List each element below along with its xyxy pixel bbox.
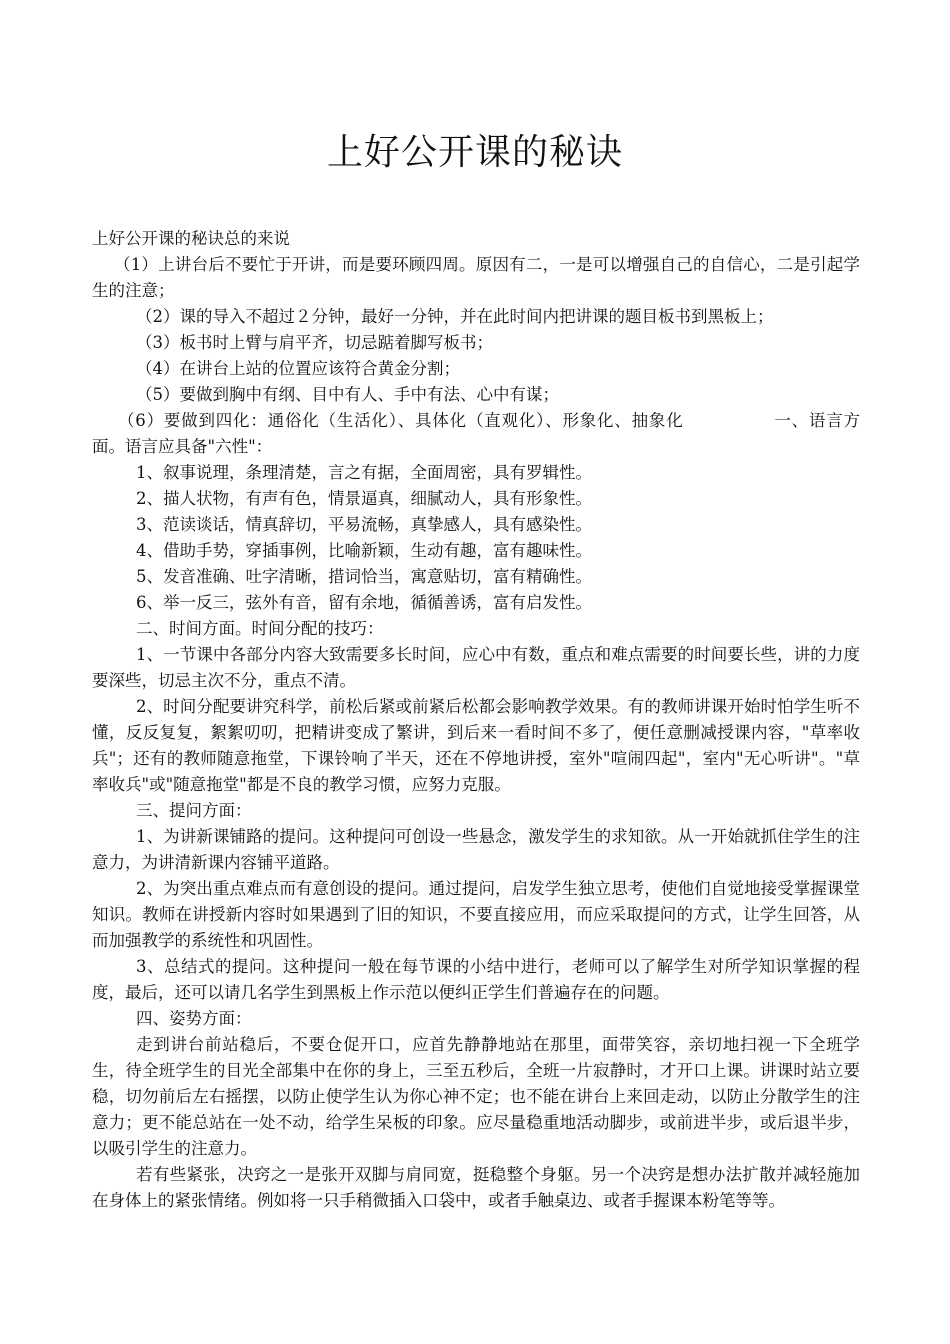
paragraph-language-1: 1、叙事说理，条理清楚，言之有据，全面周密，具有罗辑性。	[136, 463, 592, 482]
paragraph-question-1: 1、为讲新课铺路的提问。这种提问可创设一些悬念，激发学生的求知欲。从一开始就抓住学生的注意力，为讲清新课内容铺平道路。	[92, 827, 860, 872]
paragraph-language-4: 4、借助手势，穿插事例，比喻新颖，生动有趣，富有趣味性。	[136, 541, 592, 560]
section-question-heading: 三、提问方面：	[136, 801, 252, 820]
paragraph-tip-3: （3）板书时上臂与肩平齐，切忌踮着脚写板书；	[136, 333, 493, 352]
paragraph-posture-2: 若有些紧张，决窍之一是张开双脚与肩同宽，挺稳整个身躯。另一个决窍是想办法扩散并减轻施加在身体上的紧张情绪。例如将一只手稍微插入口袋中，或者手触桌边、或者手握课本粉笔等等。	[92, 1165, 860, 1210]
paragraph-posture-1: 走到讲台前站稳后，不要仓促开口，应首先静静地站在那里，面带笑容，亲切地扫视一下全班学生，待全班学生的目光全部集中在你的身上，三至五秒后，全班一片寂静时，才开口上课。讲课时站立要稳，切勿前后左右摇摆，以防止使学生认为你心神不定；也不能在讲台上来回走动，以防止分散学生的注意力；更不能总站在一处不动，给学生呆板的印象。应尽量稳重地活动脚步，或前进半步，或后退半步，以吸引学生的注意力。	[92, 1035, 860, 1158]
document-body	[92, 226, 860, 1214]
section-language-heading: 一、语言方面。语言应具备"六性"：	[92, 411, 861, 456]
paragraph-language-6: 6、举一反三，弦外有音，留有余地，循循善诱，富有启发性。	[136, 593, 592, 612]
paragraph-tip-5: （5）要做到胸中有纲、目中有人、手中有法、心中有谋；	[136, 385, 559, 404]
paragraph-tip-2: （2）课的导入不超过２分钟，最好一分钟，并在此时间内把讲课的题目板书到黑板上；	[136, 307, 774, 326]
paragraph-time-2: 2、时间分配要讲究科学，前松后紧或前紧后松都会影响教学效果。有的教师讲课开始时怕学生听不懂，反反复复，絮絮叨叨，把精讲变成了繁讲，到后来一看时间不多了，便任意删减授课内容，"草率收兵"；还有的教师随意拖堂，下课铃响了半天，还在不停地讲授，室外"喧闹四起"，室内"无心听讲"。"草率收兵"或"随意拖堂"都是不良的教学习惯，应努力克服。	[92, 697, 860, 794]
section-time-heading: 二、时间方面。时间分配的技巧：	[136, 619, 384, 638]
paragraph-tip-4: （4）在讲台上站的位置应该符合黄金分割；	[136, 359, 460, 378]
paragraph-time-1: 1、一节课中各部分内容大致需要多长时间，应心中有数，重点和难点需要的时间要长些，讲的力度要深些，切忌主次不分，重点不清。	[92, 645, 860, 690]
section-posture-heading: 四、姿势方面：	[136, 1009, 252, 1028]
paragraph-language-2: 2、描人状物，有声有色，情景逼真，细腻动人，具有形象性。	[136, 489, 592, 508]
paragraph-language-5: 5、发音准确、吐字清晰，措词恰当，寓意贴切，富有精确性。	[136, 567, 592, 586]
paragraph-tip-6	[92, 408, 860, 460]
paragraph-tip-1: （1）上讲台后不要忙于开讲，而是要环顾四周。原因有二，一是可以增强自己的自信心，二是引起学生的注意；	[92, 255, 860, 300]
paragraph-intro: 上好公开课的秘诀总的来说	[92, 229, 290, 248]
tip-6-text: （6）要做到四化：通俗化（生活化）、具体化（直观化）、形象化、抽象化	[118, 411, 684, 430]
paragraph-question-3: 3、总结式的提问。这种提问一般在每节课的小结中进行，老师可以了解学生对所学知识掌握的程度，最后，还可以请几名学生到黑板上作示范以便纠正学生们普遍存在的问题。	[92, 957, 860, 1002]
document-title: 上好公开课的秘诀	[326, 132, 623, 174]
paragraph-question-2: 2、为突出重点难点而有意创设的提问。通过提问，启发学生独立思考，使他们自觉地接受掌握课堂知识。教师在讲授新内容时如果遇到了旧的知识，不要直接应用，而应采取提问的方式，让学生回答，从而加强教学的系统性和巩固性。	[92, 879, 860, 950]
paragraph-language-3: 3、范读谈话，情真辞切，平易流畅，真挚感人，具有感染性。	[136, 515, 592, 534]
